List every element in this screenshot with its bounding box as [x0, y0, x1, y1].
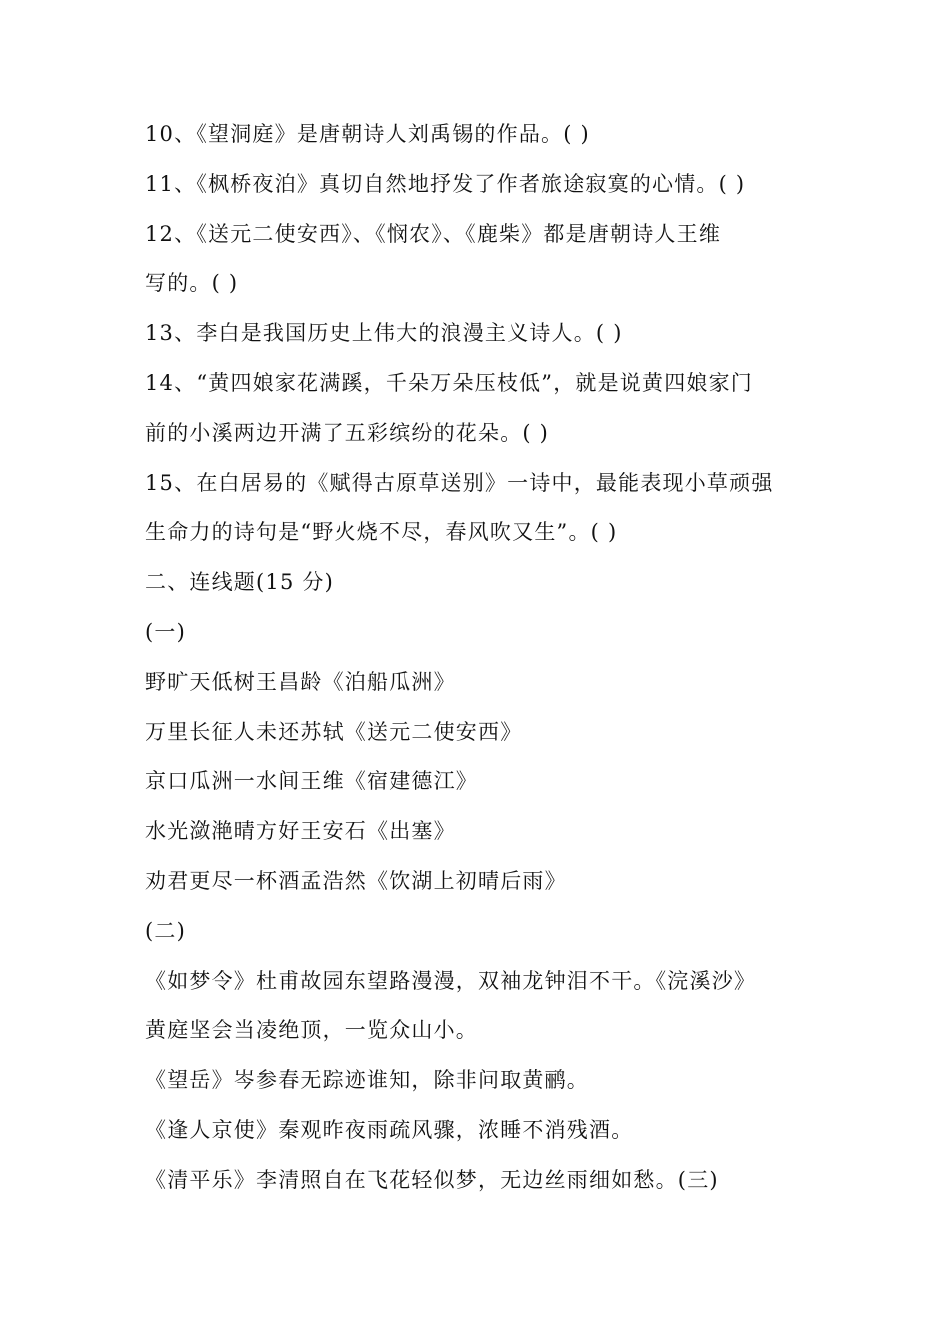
- section-heading-matching: 二、连线题(15 分): [145, 570, 334, 595]
- document-page: [145, 110, 825, 1206]
- question-13: 13、李白是我国历史上伟大的浪漫主义诗人。( ): [145, 321, 623, 346]
- question-12-line-1: 12、《送元二使安西》、《悯农》、《鹿柴》都是唐朝诗人王维: [145, 221, 722, 246]
- match-item-3: 京口瓜洲一水间王维《宿建德江》: [145, 769, 478, 794]
- question-14-line-2: 前的小溪两边开满了五彩缤纷的花朵。( ): [145, 420, 550, 445]
- question-15-line-1: 15、在白居易的《赋得古原草送别》一诗中，最能表现小草顽强: [145, 470, 774, 495]
- match-item-4: 水光潋滟晴方好王安石《出塞》: [145, 819, 456, 844]
- match-item-7: 黄庭坚会当凌绝顶，一览众山小。: [145, 1018, 478, 1043]
- match-item-2: 万里长征人未还苏轼《送元二使安西》: [145, 719, 523, 744]
- question-10: 10、《望洞庭》是唐朝诗人刘禹锡的作品。( ): [145, 122, 590, 146]
- subsection-2-heading: (二): [145, 918, 186, 943]
- match-item-8: 《望岳》岑参春无踪迹谁知，除非问取黄鹂。: [145, 1068, 589, 1093]
- match-item-9: 《逢人京使》秦观昨夜雨疏风骤，浓睡不消残酒。: [145, 1117, 634, 1142]
- question-11: 11、《枫桥夜泊》真切自然地抒发了作者旅途寂寞的心情。( ): [145, 171, 746, 196]
- question-15-line-2: 生命力的诗句是“野火烧不尽，春风吹又生”。( ): [145, 520, 618, 545]
- match-item-1: 野旷天低树王昌龄《泊船瓜洲》: [145, 669, 456, 694]
- match-item-6: 《如梦令》杜甫故园东望路漫漫，双袖龙钟泪不干。《浣溪沙》: [145, 968, 757, 993]
- question-12-line-2: 写的。( ): [145, 271, 239, 296]
- match-item-5: 劝君更尽一杯酒孟浩然《饮湖上初晴后雨》: [145, 868, 567, 893]
- subsection-1-heading: (一): [145, 619, 186, 644]
- match-item-10: 《清平乐》李清照自在飞花轻似梦，无边丝雨细如愁。(三): [145, 1167, 719, 1192]
- question-14-line-1: 14、“黄四娘家花满蹊，千朵万朵压枝低”，就是说黄四娘家门: [145, 370, 753, 395]
